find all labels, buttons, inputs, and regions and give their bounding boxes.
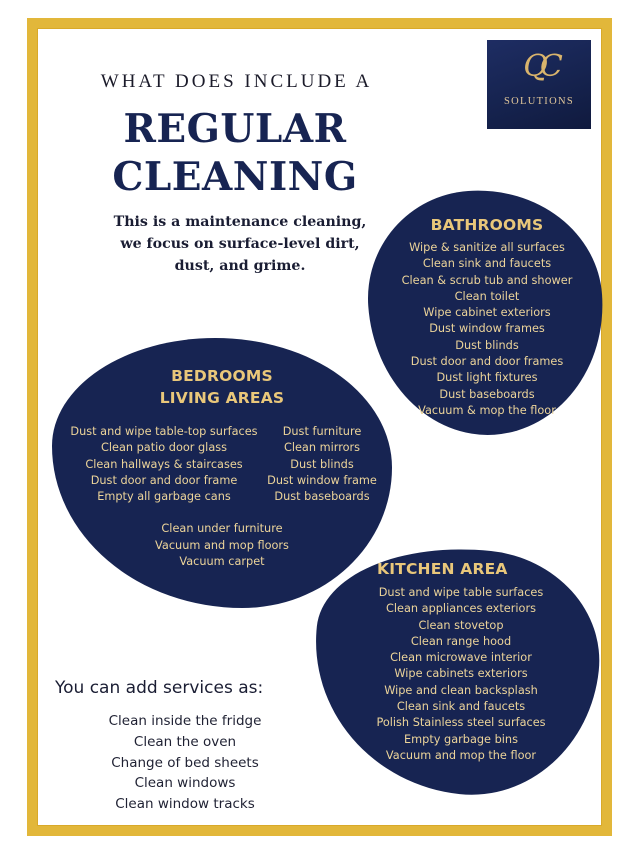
- list-item: Clean windows: [134, 775, 236, 792]
- list-item: Clean appliances exteriors: [386, 602, 536, 616]
- company-logo: [487, 40, 591, 129]
- intro-line-3: dust, and grime.: [174, 258, 306, 274]
- list-item: Vacuum and mop the floor: [385, 748, 537, 762]
- list-item: Wipe and clean backsplash: [384, 683, 538, 697]
- list-item: Clean hallways & staircases: [85, 457, 243, 471]
- bathrooms-section: [383, 214, 591, 419]
- list-item: Empty garbage bins: [404, 732, 518, 746]
- title-line-2: CLEANING: [112, 154, 358, 200]
- intro-line-2: we focus on surface-level dirt,: [120, 236, 360, 252]
- list-item: Clean inside the fridge: [108, 713, 262, 729]
- list-item: Vacuum and mop floors: [155, 538, 289, 552]
- list-item: Change of bed sheets: [111, 754, 259, 771]
- list-item: Clean toilet: [454, 289, 520, 303]
- list-item: Dust door and door frames: [410, 355, 564, 369]
- list-item: Clean stovetop: [418, 618, 504, 632]
- bedrooms-columns: [62, 424, 382, 505]
- list-item: Polish Stainless steel surfaces: [376, 716, 546, 730]
- add-services-title: You can add services as:: [55, 678, 264, 698]
- kitchen-list: [366, 585, 556, 764]
- kitchen-heading: KITCHEN AREA: [377, 560, 508, 578]
- list-item: Dust and wipe table-top surfaces: [70, 425, 258, 438]
- add-services-section: [60, 711, 310, 815]
- list-item: Clean sink and faucets: [422, 257, 552, 271]
- bedrooms-section: [62, 365, 382, 570]
- title-line-1: REGULAR: [123, 106, 347, 152]
- list-item: Wipe & sanitize all surfaces: [409, 241, 565, 254]
- list-item: Dust blinds: [290, 457, 354, 471]
- list-item: Clean range hood: [410, 634, 512, 648]
- logo-monogram: QC: [523, 49, 555, 84]
- list-item: Vacuum & mop the floor: [418, 403, 556, 417]
- kicker-text: WHAT DOES INCLUDE A: [100, 71, 373, 92]
- intro-text: [100, 211, 380, 277]
- list-item: Dust window frame: [267, 473, 377, 487]
- list-item: Dust light fixtures: [436, 371, 538, 385]
- list-item: Wipe cabinet exteriors: [423, 306, 551, 320]
- bedrooms-list-right: [264, 424, 380, 505]
- list-item: Wipe cabinets exteriors: [394, 667, 528, 681]
- list-item: Dust window frames: [429, 322, 545, 336]
- list-item: Dust door and door frame: [90, 473, 238, 487]
- list-item: Clean patio door glass: [100, 441, 228, 455]
- logo-name: SOLUTIONS: [503, 96, 575, 107]
- kitchen-section: [366, 558, 556, 764]
- list-item: Dust baseboards: [274, 490, 370, 504]
- list-item: Clean sink and faucets: [396, 700, 526, 714]
- intro-line-1: This is a maintenance cleaning,: [113, 214, 367, 230]
- list-item: Clean microwave interior: [390, 651, 532, 665]
- list-item: Dust furniture: [282, 425, 362, 438]
- list-item: Vacuum carpet: [179, 555, 265, 569]
- list-item: Clean & scrub tub and shower: [401, 273, 573, 287]
- add-services-list: [60, 711, 310, 815]
- list-item: Clean mirrors: [283, 441, 361, 455]
- bedrooms-list-extra: [62, 521, 382, 570]
- list-item: Clean the oven: [133, 733, 237, 750]
- list-item: Empty all garbage cans: [97, 490, 231, 504]
- list-item: Clean window tracks: [115, 796, 255, 813]
- bathrooms-heading: BATHROOMS: [430, 216, 544, 234]
- bedrooms-heading-line-2: LIVING AREAS: [159, 389, 285, 407]
- list-item: Dust blinds: [455, 338, 519, 352]
- list-item: Clean under furniture: [161, 522, 283, 536]
- list-item: Dust baseboards: [439, 387, 535, 401]
- bedrooms-heading: [62, 365, 382, 409]
- bedrooms-heading-line-1: BEDROOMS: [171, 367, 273, 385]
- bathrooms-list: [383, 240, 591, 419]
- bedrooms-list-left: [64, 424, 264, 505]
- page-title: [90, 105, 380, 201]
- list-item: Dust and wipe table surfaces: [378, 586, 544, 599]
